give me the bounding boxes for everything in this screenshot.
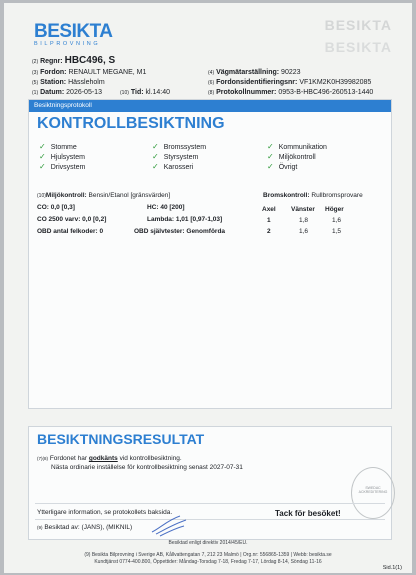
swedac-seal: SWEDAC ACKREDITERING [351,467,395,519]
regnr-field: (2) Regnr: HBC496, S [32,55,116,66]
protocol-panel [28,99,392,409]
check-item: ✓ Kommunikation [267,142,327,151]
result-line-2: Nästa ordinarie inställelse för kontrollbesiktning senast 2027-07-31 [51,464,243,471]
datum-field: (1) Datum: 2026-05-13 [32,89,102,96]
signature-stamp-icon [150,512,190,538]
check-icon: ✓ [267,142,274,151]
co-value: CO: 0,0 [0,3] [37,204,75,211]
inspection-protocol-page [4,3,412,573]
environment-heading: (10)Miljökontroll: Bensin/Etanol [gränsvärden] [37,192,171,199]
check-item: ✓ Hjulsystem [39,152,85,161]
check-item: ✓ Bromssystem [152,142,207,151]
check-icon: ✓ [39,162,46,171]
check-item: ✓ Stomme [39,142,77,151]
result-title: BESIKTNINGSRESULTAT [37,431,205,447]
info-text: Ytterligare information, se protokollets baksida. [37,509,173,516]
brake-right: 1,6 [332,217,342,224]
check-icon: ✓ [39,142,46,151]
logo-subtext: BILPROVNING [34,41,101,47]
vin-field: (6) Fordonsidentifieringsnr: VF1KM2K0H39982085 [208,79,372,86]
protocol-bar [29,100,391,112]
divider [35,519,385,520]
regnr-value: HBC496, S [64,55,116,66]
result-line-1: (7)(8) Fordonet har godkänts vid kontrollbesiktning. [37,455,182,462]
page-number: Sid.1(1) [382,565,402,571]
check-item: ✓ Styrsystem [152,152,199,161]
brake-left: 1,6 [299,228,309,235]
besikta-logo [34,21,112,47]
brake-col-left: Vänster [291,206,315,213]
odometer-field: (4) Vägmätarställning: 90223 [208,69,301,76]
inspected-by: (9) Besiktad av: (JANS), (MIKNIL) [37,524,133,531]
brake-axle: 1 [267,217,271,224]
protocol-bar-label: Besiktningsprotokoll [34,102,92,109]
check-icon: ✓ [267,152,274,161]
check-item: ✓ Karosseri [152,162,194,171]
check-item: ✓ Miljökontroll [267,152,316,161]
logo-text: BESIKTA [34,21,113,42]
tid-field: (10) Tid: kl.14:40 [120,89,171,96]
watermark-2: BESIKTA [324,39,392,55]
divider [35,503,385,504]
check-icon: ✓ [152,162,159,171]
brake-right: 1,5 [332,228,342,235]
check-item: ✓ Drivsystem [39,162,86,171]
lambda-value: Lambda: 1,01 [0,97-1,03] [147,216,223,223]
thanks-text: Tack för besöket! [275,509,341,518]
brake-axle: 2 [267,228,271,235]
obd-selftests: OBD självtester: Genomförda [134,228,226,235]
directive-text: Besiktad enligt direktiv 2014/45/EU. [168,540,248,546]
protocol-title: KONTROLLBESIKTNING [37,115,225,132]
protocol-number-field: (8) Protokollnummer: 0953-B-HBC496-260513-1440 [208,89,374,96]
brake-col-axle: Axel [262,206,276,213]
check-item: ✓ Övrigt [267,162,298,171]
brake-col-right: Höger [325,206,344,213]
brake-left: 1,8 [299,217,309,224]
fordon-field: (3) Fordon: RENAULT MEGANE, M1 [32,69,147,76]
obd-faultcodes: OBD antal felkoder: 0 [37,228,104,235]
footer-address: (9) Besikta Bilprovning i Sverige AB, Kållvattengatan 7, 212 23 Malmö | Org.nr: 556865-1359 | Webb: besikta.se [84,552,332,558]
brake-heading: Bromskontroll: Rullbromsprovare [263,192,363,199]
footer-hours: Kundtjänst 0774-400.800, Öppettider: Måndag-Torsdag 7-18, Fredag 7-17, Lördag 8-14, Söndag 11-16 [94,559,322,565]
station-field: (5) Station: Hässleholm [32,79,105,86]
result-panel [28,426,392,540]
check-icon: ✓ [152,142,159,151]
check-icon: ✓ [267,162,274,171]
co2500-value: CO 2500 varv: 0,0 [0,2] [37,216,107,223]
check-icon: ✓ [152,152,159,161]
check-icon: ✓ [39,152,46,161]
watermark: BESIKTA [324,17,392,33]
hc-value: HC: 40 [200] [147,204,185,211]
